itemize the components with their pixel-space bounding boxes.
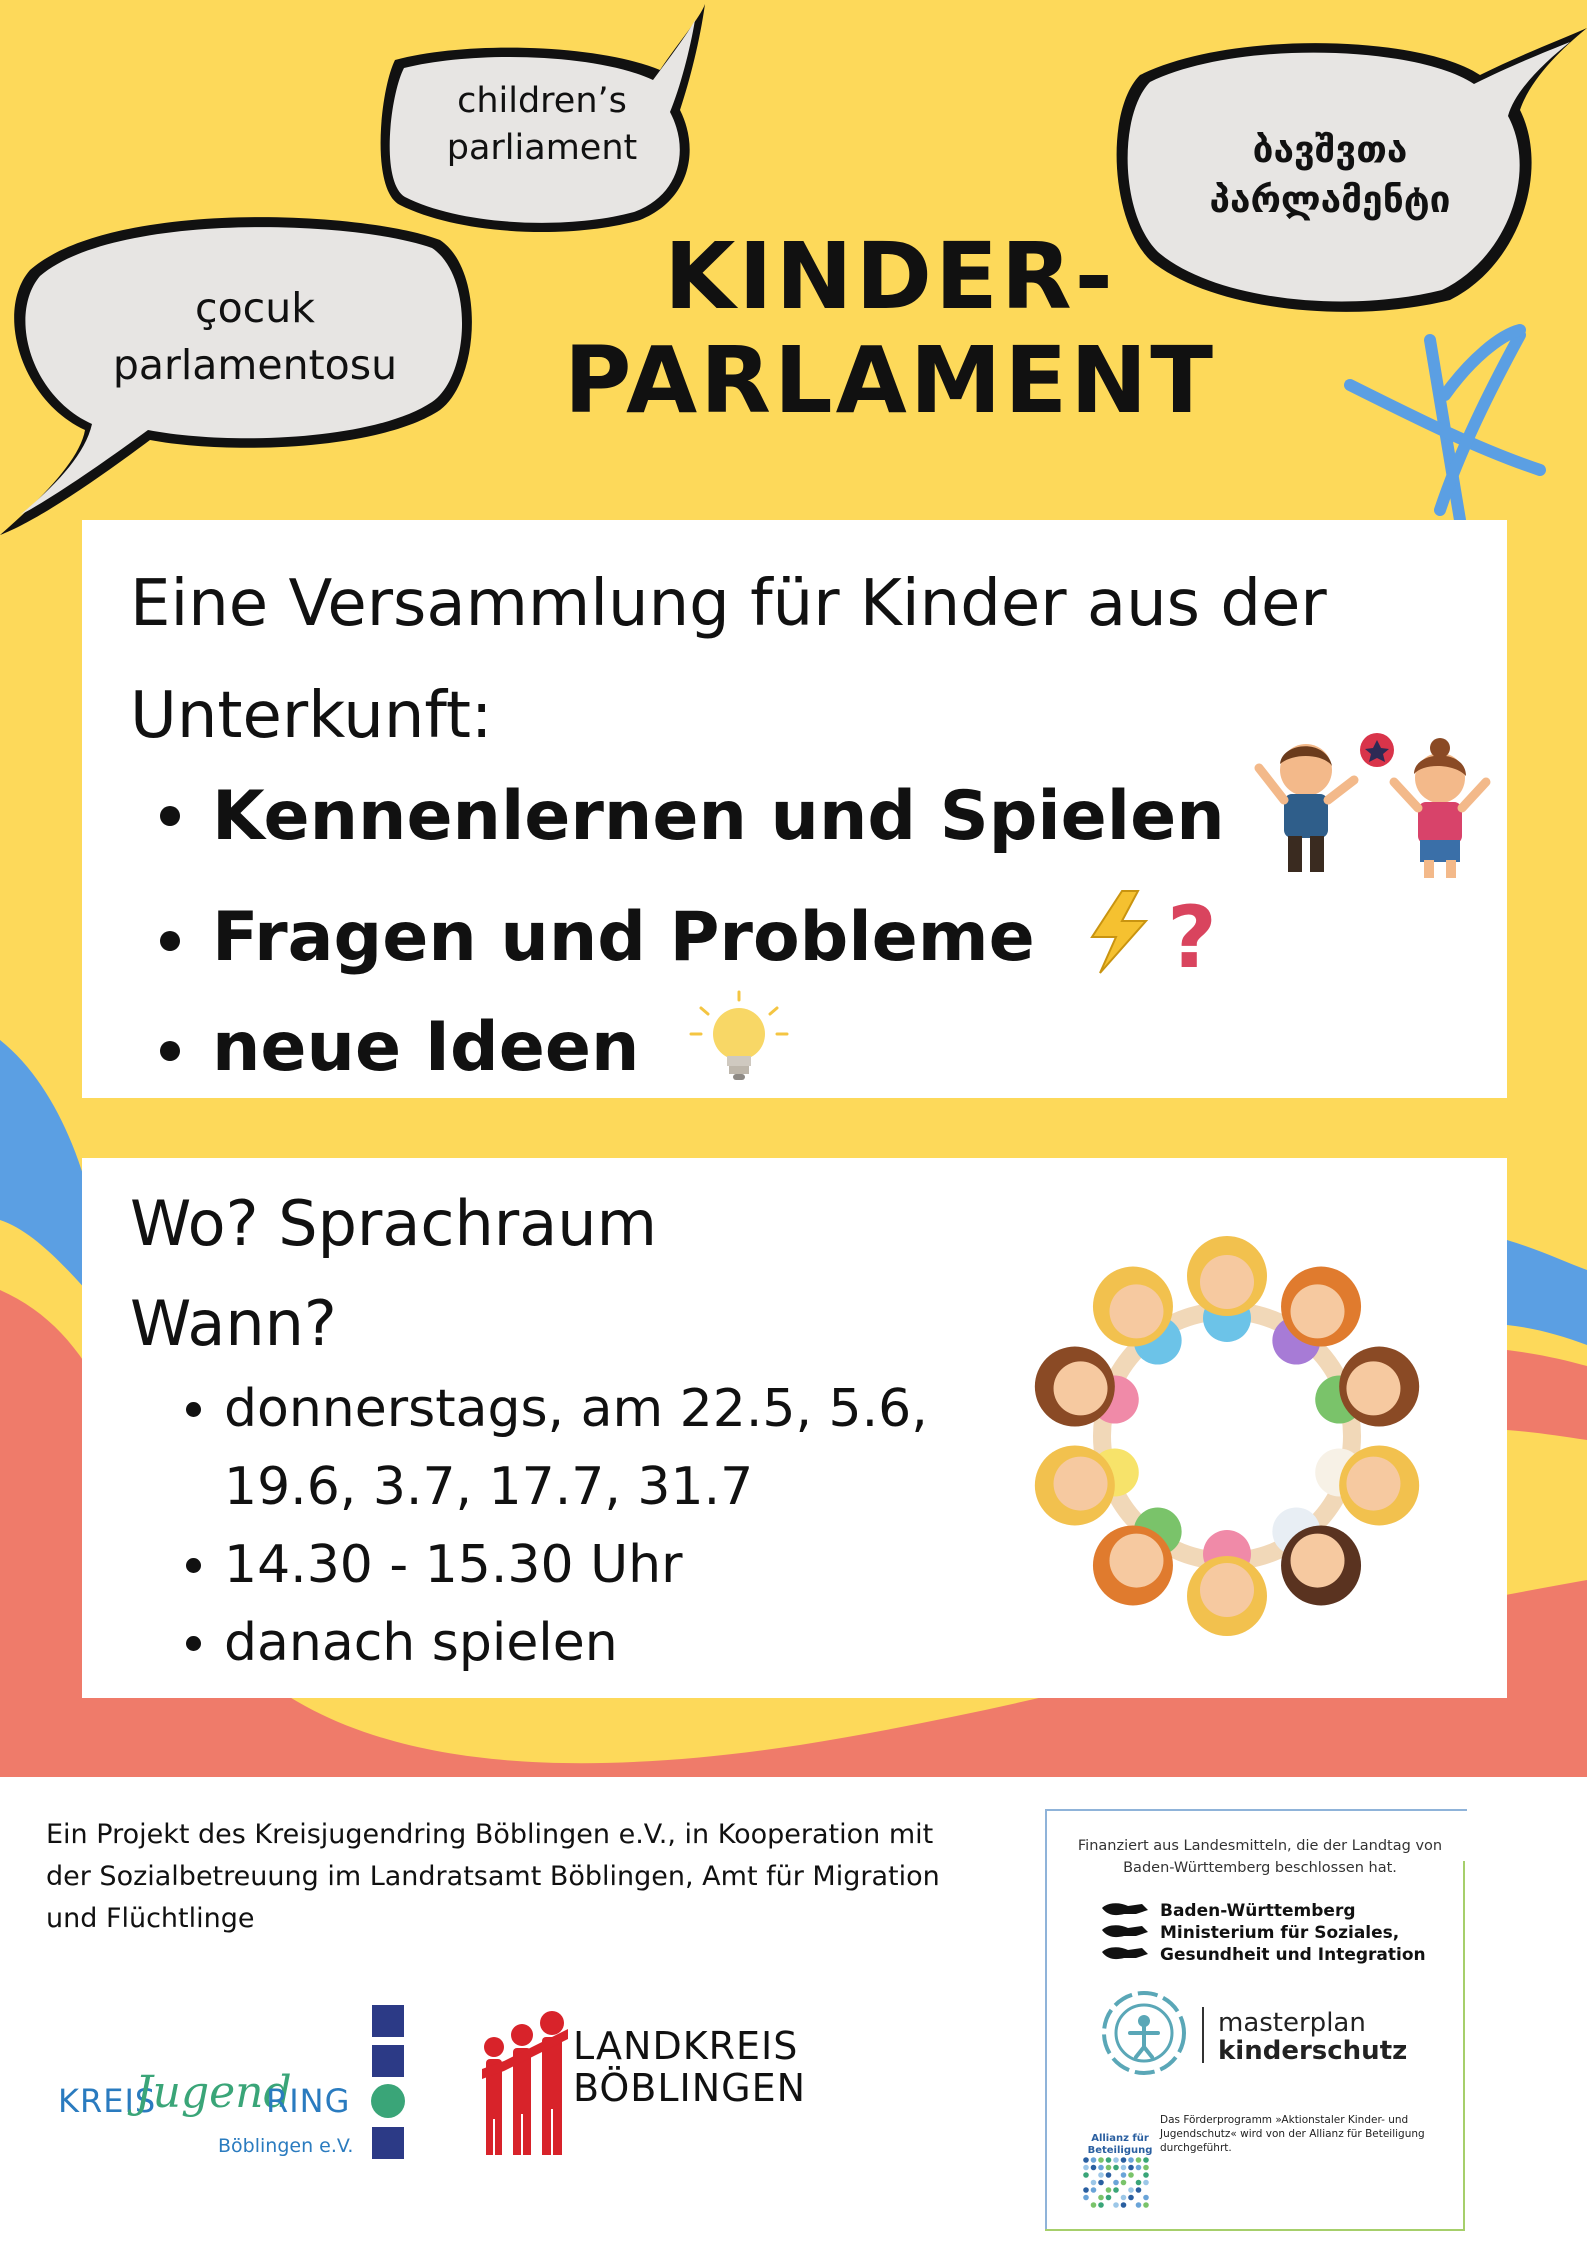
landkreis-boeblingen-logo-icon	[474, 2005, 574, 2165]
kjr-logo-word-3: RING	[266, 2082, 351, 2120]
red-stripe-right	[1507, 1350, 1587, 1440]
allianz-dot	[1083, 2172, 1089, 2178]
allianz-dot	[1121, 2172, 1127, 2178]
allianz-dot	[1091, 2165, 1097, 2171]
allianz-dot	[1143, 2157, 1149, 2163]
child-face	[1109, 1284, 1163, 1338]
landkreis-logo-line-2: BÖBLINGEN	[573, 2066, 807, 2110]
allianz-dot	[1091, 2180, 1097, 2186]
masterplan-line-2: kinderschutz	[1218, 2036, 1408, 2066]
allianz-dot	[1128, 2187, 1134, 2193]
lightbulb-icon	[685, 986, 795, 1096]
allianz-dot	[1113, 2180, 1119, 2186]
allianz-dot	[1106, 2165, 1112, 2171]
allianz-dot	[1143, 2165, 1149, 2171]
allianz-dot	[1098, 2172, 1104, 2178]
list-item	[212, 993, 1494, 1103]
allianz-dot	[1098, 2202, 1104, 2208]
allianz-dot	[1113, 2165, 1119, 2171]
allianz-dot	[1098, 2165, 1104, 2171]
allianz-dot	[1121, 2202, 1127, 2208]
assembly-heading: Eine Versammlung für Kinder aus der Unterkunft:	[130, 567, 1327, 753]
list-item: danach spielen	[224, 1604, 1044, 1682]
child-face	[1346, 1361, 1400, 1415]
funding-box-border	[1045, 2229, 1465, 2231]
lightning-question-icon	[1080, 881, 1230, 981]
funding-box-border	[1463, 1861, 1465, 2231]
baden-wuerttemberg-lions-logo	[1098, 1900, 1154, 1966]
blue-wave-left	[0, 1040, 95, 1300]
bubble-georgian-text: ბავშვთა პარლამენტი	[1209, 128, 1451, 221]
allianz-dot	[1136, 2202, 1142, 2208]
child-face	[1291, 1284, 1345, 1338]
allianz-dot	[1121, 2195, 1127, 2201]
allianz-dot	[1106, 2187, 1112, 2193]
allianz-dot	[1143, 2202, 1149, 2208]
kjr-logo-squares-icon	[368, 2001, 408, 2171]
allianz-dot	[1121, 2180, 1127, 2186]
child-face	[1054, 1361, 1108, 1415]
masterplan-kinderschutz-text	[1218, 2009, 1407, 2065]
allianz-dot	[1128, 2165, 1134, 2171]
allianz-dot	[1143, 2180, 1149, 2186]
project-description: Ein Projekt des Kreisjugendring Böblingen e.V., in Kooperation mit der Sozialbetreuung im Landratsamt Böblingen, Amt für Migration und Flüchtlinge	[46, 1819, 940, 1934]
assembly-item-label: Kennenlernen und Spielen	[212, 777, 1225, 857]
ministry-line-3: Gesundheit und Integration	[1160, 1945, 1426, 1965]
assembly-item-label: neue Ideen	[212, 1008, 640, 1087]
allianz-dot	[1121, 2157, 1127, 2163]
child-face	[1200, 1563, 1254, 1617]
ministry-name	[1160, 1900, 1426, 1966]
allianz-dots-logo	[1080, 2102, 1155, 2212]
allianz-dot	[1098, 2157, 1104, 2163]
schedule-list	[224, 1370, 1044, 1682]
allianz-dot	[1113, 2157, 1119, 2163]
child-face	[1291, 1534, 1345, 1588]
children-playing-icon	[1254, 728, 1494, 883]
allianz-dot	[1083, 2187, 1089, 2193]
child-face	[1346, 1457, 1400, 1511]
assembly-list	[212, 758, 1494, 1103]
footer	[0, 1777, 1587, 2245]
allianz-dot	[1128, 2157, 1134, 2163]
list-item	[212, 883, 1494, 993]
where-text: Wo? Sprachraum	[130, 1187, 657, 1260]
kjr-logo-subtitle: Böblingen e.V.	[218, 2135, 354, 2157]
allianz-dot	[1136, 2157, 1142, 2163]
allianz-dot	[1083, 2157, 1089, 2163]
allianz-dot	[1106, 2157, 1112, 2163]
allianz-dot	[1128, 2172, 1134, 2178]
masterplan-kinderschutz-logo-icon	[1098, 1987, 1190, 2079]
child-face	[1200, 1255, 1254, 1309]
kjr-logo-word-2: Jugend	[135, 2067, 292, 2118]
allianz-dot	[1106, 2195, 1112, 2201]
schedule-card	[82, 1158, 1507, 1698]
allianz-dot	[1113, 2187, 1119, 2193]
ministry-line-1: Baden-Württemberg	[1160, 1901, 1356, 1921]
logo-divider	[1202, 2007, 1204, 2063]
assembly-item-label: Fragen und Probleme	[212, 898, 1035, 977]
allianz-dot	[1113, 2202, 1119, 2208]
title-line-1: KINDER-	[664, 223, 1116, 330]
allianz-text: Das Förderprogramm »Aktionstaler Kinder- und Jugendschutz« wird von der Allianz für Beteiligung durchgeführt.	[1160, 2114, 1425, 2154]
masterplan-line-1: masterplan	[1218, 2008, 1366, 2038]
allianz-dot	[1128, 2195, 1134, 2201]
allianz-dot	[1106, 2172, 1112, 2178]
children-circle-illustration	[987, 1216, 1467, 1656]
allianz-dot	[1098, 2195, 1104, 2201]
allianz-dot	[1083, 2195, 1089, 2201]
kjr-logo-word-1: KREIS	[58, 2082, 157, 2120]
asterisk-doodle	[1350, 330, 1540, 520]
allianz-dot	[1083, 2165, 1089, 2171]
allianz-dot	[1091, 2157, 1097, 2163]
page-title	[540, 225, 1240, 433]
allianz-dot	[1143, 2172, 1149, 2178]
svg-text:?: ?	[1167, 888, 1218, 982]
funding-note: Finanziert aus Landesmitteln, die der Landtag von Baden-Württemberg beschlossen hat.	[1077, 1838, 1443, 1876]
bubble-english-text: children’s parliament	[446, 81, 638, 169]
allianz-dot	[1136, 2180, 1142, 2186]
blue-stripe-right	[1507, 1240, 1587, 1345]
bubble-turkish-text: çocuk parlamentosu	[112, 284, 398, 390]
allianz-dot	[1091, 2202, 1097, 2208]
landkreis-logo-line-1: LANDKREIS	[573, 2024, 799, 2068]
when-text: Wann?	[130, 1287, 337, 1360]
allianz-dot	[1136, 2165, 1142, 2171]
assembly-card	[82, 520, 1507, 1098]
ministry-line-2: Ministerium für Soziales,	[1160, 1923, 1400, 1943]
allianz-dot	[1143, 2195, 1149, 2201]
allianz-dot	[1091, 2187, 1097, 2193]
allianz-dot	[1136, 2187, 1142, 2193]
child-face	[1054, 1457, 1108, 1511]
allianz-dot	[1121, 2165, 1127, 2171]
list-item: donnerstags, am 22.5, 5.6, 19.6, 3.7, 17.7, 31.7	[224, 1370, 1044, 1526]
child-face	[1109, 1534, 1163, 1588]
allianz-label: Allianz für Beteiligung	[1087, 2133, 1153, 2156]
title-line-2: PARLAMENT	[564, 327, 1216, 434]
list-item: 14.30 - 15.30 Uhr	[224, 1526, 1044, 1604]
list-item	[212, 758, 1494, 883]
allianz-dot	[1098, 2180, 1104, 2186]
